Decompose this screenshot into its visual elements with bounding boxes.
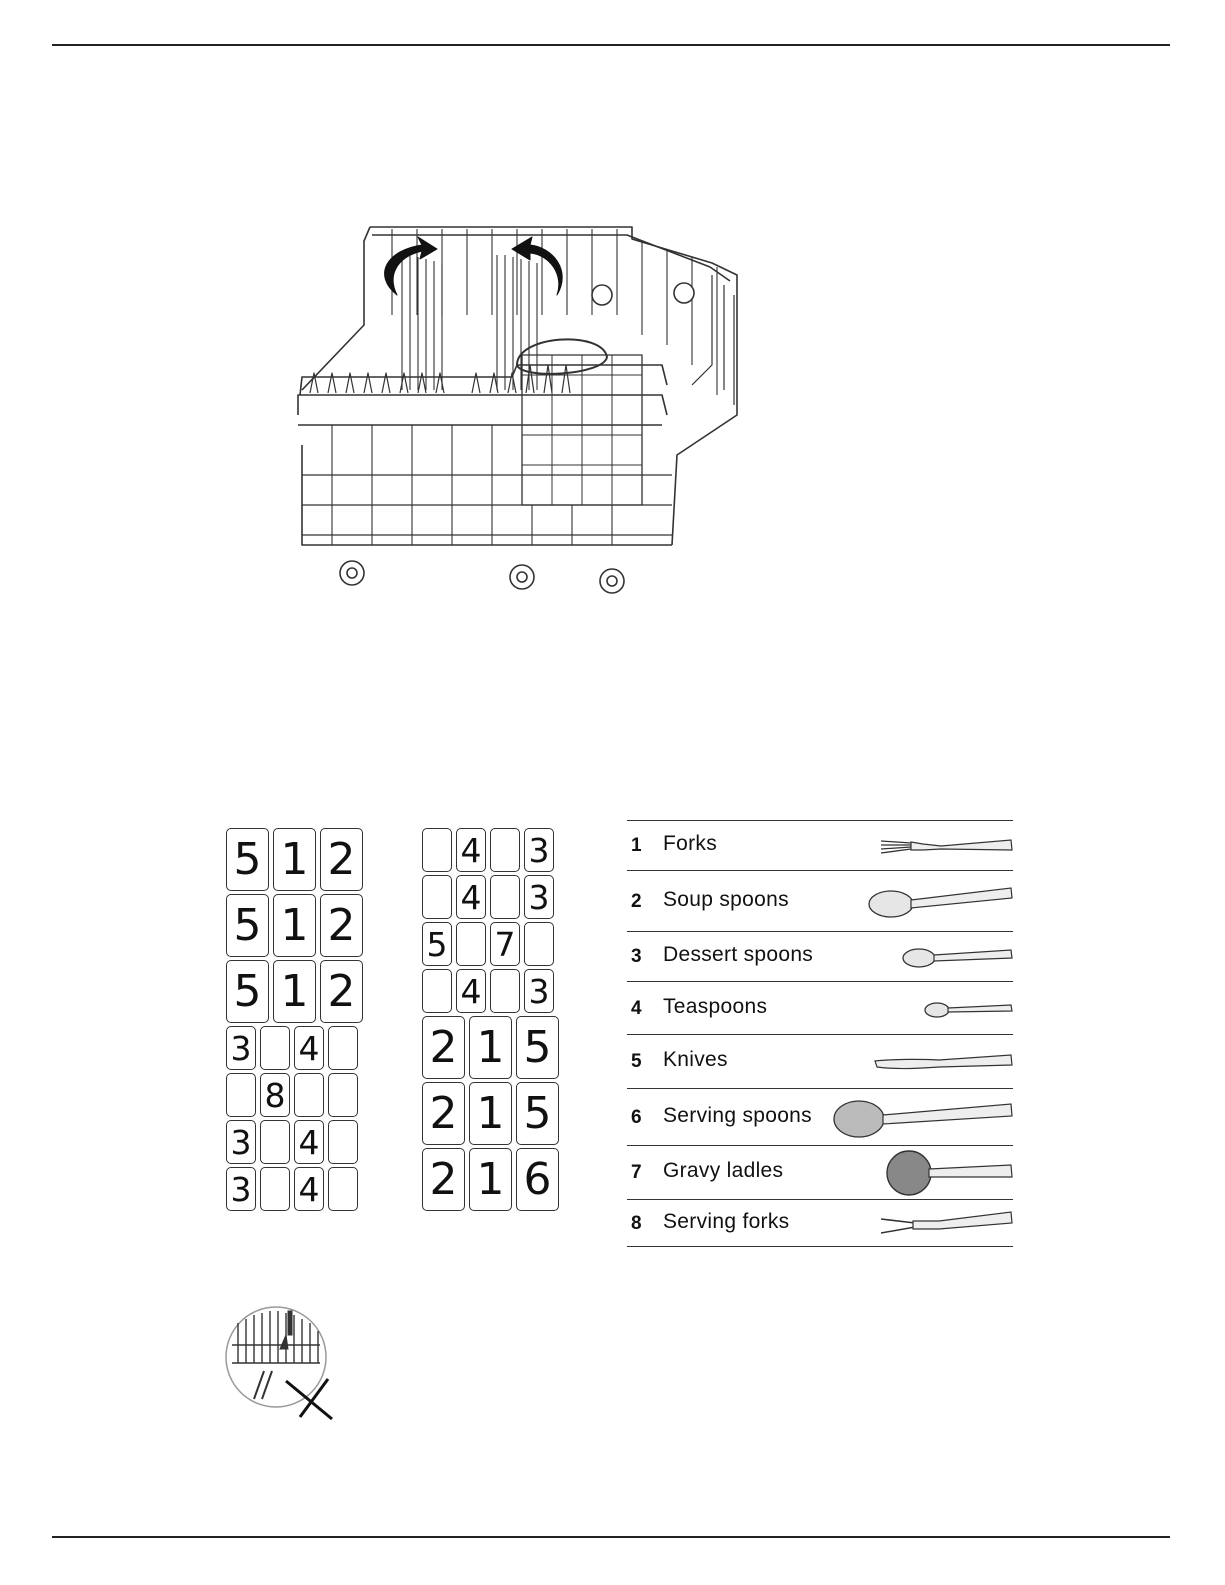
basket-cell: 4 <box>456 969 486 1013</box>
basket-row <box>422 828 559 872</box>
basket-cell: 8 <box>260 1073 290 1117</box>
basket-cell: 2 <box>422 1016 465 1079</box>
legend-row <box>627 1089 1013 1146</box>
legend-row <box>627 1146 1013 1200</box>
basket-cell <box>328 1120 358 1164</box>
basket-row <box>226 828 363 891</box>
legend-label: Serving forks <box>663 1210 790 1233</box>
basket-cell: 3 <box>226 1120 256 1164</box>
legend-label: Knives <box>663 1048 728 1071</box>
legend-number: 6 <box>631 1107 642 1128</box>
legend-row <box>627 982 1013 1035</box>
basket-cell <box>490 828 520 872</box>
basket-cell <box>260 1167 290 1211</box>
basket-row <box>226 1120 363 1164</box>
basket-cell <box>422 875 452 919</box>
basket-cell: 4 <box>294 1167 324 1211</box>
basket-cell: 4 <box>456 828 486 872</box>
legend-number: 5 <box>631 1051 642 1072</box>
basket-cell <box>226 1073 256 1117</box>
basket-cell: 1 <box>469 1082 512 1145</box>
basket-cell: 5 <box>422 922 452 966</box>
serving-fork-icon <box>879 1209 1013 1244</box>
basket-cell <box>422 969 452 1013</box>
basket-cell <box>328 1073 358 1117</box>
legend-row <box>627 1200 1013 1247</box>
basket-cell: 2 <box>320 894 363 957</box>
legend-row <box>627 932 1013 982</box>
basket-cell: 3 <box>524 969 554 1013</box>
basket-row <box>422 875 559 919</box>
legend-label: Gravy ladles <box>663 1159 784 1182</box>
basket-cell: 3 <box>226 1026 256 1070</box>
basket-row <box>226 1073 363 1117</box>
basket-cell <box>456 922 486 966</box>
legend-number: 2 <box>631 891 642 912</box>
basket-cell: 1 <box>273 828 316 891</box>
legend-number: 1 <box>631 835 642 856</box>
basket-cell: 3 <box>226 1167 256 1211</box>
legend-number: 8 <box>631 1213 642 1234</box>
basket-cell <box>490 969 520 1013</box>
basket-cell: 5 <box>226 894 269 957</box>
basket-row <box>422 922 559 966</box>
basket-row <box>226 1026 363 1070</box>
basket-cell: 1 <box>273 960 316 1023</box>
basket-cell: 4 <box>294 1120 324 1164</box>
basket-left <box>226 828 363 1214</box>
basket-cell: 2 <box>422 1082 465 1145</box>
basket-row <box>422 1082 559 1145</box>
basket-cell: 1 <box>273 894 316 957</box>
basket-cell: 2 <box>320 960 363 1023</box>
dessert-spoon-icon <box>901 942 1013 977</box>
basket-row <box>422 969 559 1013</box>
basket-cell: 5 <box>516 1016 559 1079</box>
basket-row <box>422 1148 559 1211</box>
basket-row <box>226 960 363 1023</box>
legend-label: Teaspoons <box>663 995 768 1018</box>
basket-cell <box>490 875 520 919</box>
teaspoon-icon <box>923 997 1013 1026</box>
basket-cell: 5 <box>516 1082 559 1145</box>
legend-row <box>627 821 1013 871</box>
basket-cell: 4 <box>456 875 486 919</box>
basket-cell: 3 <box>524 875 554 919</box>
basket-cell: 5 <box>226 960 269 1023</box>
basket-right <box>422 828 559 1214</box>
basket-cell: 1 <box>469 1016 512 1079</box>
legend-row <box>627 1035 1013 1089</box>
legend-label: Soup spoons <box>663 888 789 911</box>
basket-cell: 2 <box>320 828 363 891</box>
basket-cell: 6 <box>516 1148 559 1211</box>
basket-cell <box>294 1073 324 1117</box>
basket-cell <box>422 828 452 872</box>
basket-row <box>226 894 363 957</box>
basket-cell: 3 <box>524 828 554 872</box>
legend-label: Serving spoons <box>663 1104 812 1127</box>
cutlery-legend <box>627 820 1013 1247</box>
basket-cell: 1 <box>469 1148 512 1211</box>
fork-icon <box>881 834 1013 863</box>
legend-number: 7 <box>631 1162 642 1183</box>
dishwasher-upper-rack-with-fold-arrows-icon <box>272 215 752 605</box>
legend-row <box>627 871 1013 932</box>
basket-cell <box>524 922 554 966</box>
footer-rule <box>52 1536 1170 1538</box>
soup-spoon-icon <box>867 882 1013 927</box>
legend-label: Forks <box>663 832 717 855</box>
knife-icon <box>873 1051 1013 1078</box>
basket-cell: 4 <box>294 1026 324 1070</box>
basket-cell <box>328 1026 358 1070</box>
header-rule <box>52 44 1170 46</box>
basket-cell: 7 <box>490 922 520 966</box>
basket-row <box>422 1016 559 1079</box>
basket-cell: 2 <box>422 1148 465 1211</box>
knives-point-up-prohibited-icon <box>224 1305 340 1421</box>
gravy-ladle-icon <box>883 1149 1013 1202</box>
basket-row <box>226 1167 363 1211</box>
serving-spoon-icon <box>833 1096 1013 1145</box>
legend-number: 3 <box>631 946 642 967</box>
basket-cell <box>260 1026 290 1070</box>
basket-cell <box>260 1120 290 1164</box>
legend-number: 4 <box>631 998 642 1019</box>
basket-cell <box>328 1167 358 1211</box>
legend-label: Dessert spoons <box>663 943 814 966</box>
basket-cell: 5 <box>226 828 269 891</box>
